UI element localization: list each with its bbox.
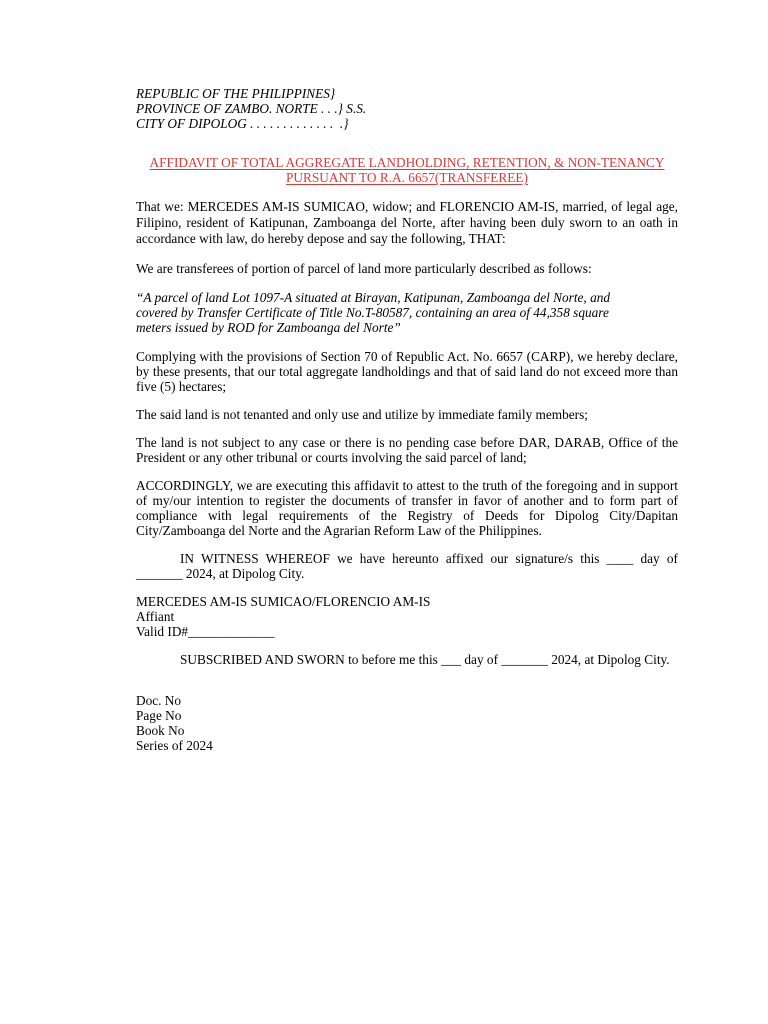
venue-line-province: PROVINCE OF ZAMBO. NORTE . . .} S.S. [136, 101, 367, 116]
affiant-block [136, 594, 678, 639]
complying-paragraph: Complying with the provisions of Section 70 of Republic Act. No. 6657 (CARP), we hereby declare, by these presents, that our total aggregate landholdings and that of said land do not exceed more than five (5) hectares; [136, 349, 678, 394]
no-case-paragraph: The land is not subject to any case or there is no pending case before DAR, DARAB, Office of the President or any other tribunal or courts involving the said parcel of land; [136, 435, 678, 465]
affidavit-page [136, 86, 678, 753]
venue-line-republic: REPUBLIC OF THE PHILIPPINES} [136, 86, 336, 101]
doc-no: Doc. No [136, 693, 182, 708]
intro-paragraph: That we: MERCEDES AM-IS SUMICAO, widow; and FLORENCIO AM-IS, married, of legal age, Filipino, resident of Katipunan, Zamboanga del Norte, after having been duly sworn to an oath in accordance with law, do hereby depose and say the following, THAT: [136, 199, 678, 246]
series-year: Series of 2024 [136, 738, 213, 753]
venue-block [136, 86, 678, 131]
book-no: Book No [136, 723, 185, 738]
accordingly-paragraph: ACCORDINGLY, we are executing this affidavit to attest to the truth of the foregoing and in support of my/our intention to register the documents of transfer in favor of another and to form part of compliance with legal requirements of the Registry of Deeds for Dipolog City/Dapitan City/Zamboanga del Norte and the Agrarian Reform Law of the Philippines. [136, 478, 678, 538]
notary-register-block [136, 693, 678, 753]
affiant-label: Affiant [136, 609, 175, 624]
valid-id-line: Valid ID#_____________ [136, 624, 275, 639]
transferees-paragraph: We are transferees of portion of parcel of land more particularly described as follows: [136, 261, 592, 276]
document-title: AFFIDAVIT OF TOTAL AGGREGATE LANDHOLDING, RETENTION, & NON-TENANCY PURSUANT TO R.A. 6657(TRANSFEREE) [149, 155, 665, 185]
subscribed-sworn-paragraph: SUBSCRIBED AND SWORN to before me this ___ day of _______ 2024, at Dipolog City. [180, 652, 670, 667]
affiant-names: MERCEDES AM-IS SUMICAO/FLORENCIO AM-IS [136, 594, 431, 609]
venue-line-city: CITY OF DIPOLOG . . . . . . . . . . . . . .} [136, 116, 349, 131]
page-no: Page No [136, 708, 182, 723]
witness-paragraph: IN WITNESS WHEREOF we have hereunto affixed our signature/s this ____ day of _______ 2024, at Dipolog City. [136, 551, 678, 581]
not-tenanted-paragraph: The said land is not tenanted and only use and utilize by immediate family members; [136, 407, 588, 422]
land-description-quote: “A parcel of land Lot 1097-A situated at Birayan, Katipunan, Zamboanga del Norte, and covered by Transfer Certificate of Title No.T-80587, containing an area of 44,358 square meters issued by ROD for Zamboanga del Norte” [136, 290, 611, 335]
